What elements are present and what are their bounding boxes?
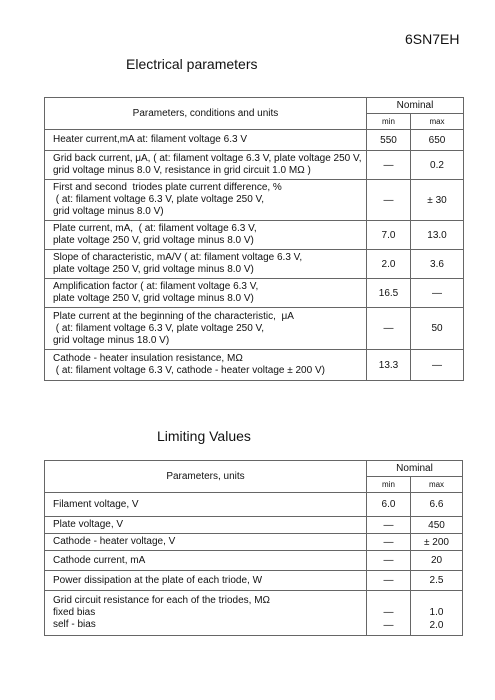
max-value: — [432, 287, 442, 299]
max-value: — [432, 359, 442, 371]
max-header: max [411, 477, 463, 493]
min-value: 7.0 [381, 229, 396, 241]
parameter-text: Amplification factor ( at: filament voltage 6.3 V, [53, 281, 259, 292]
params-header: Parameters, units [45, 461, 367, 493]
max-value-cell [411, 308, 464, 350]
parameter-cell [45, 517, 367, 534]
parameter-text: grid voltage minus 18.0 V) [53, 334, 170, 346]
min-value: 6.0 [381, 499, 396, 510]
min-value-cell [367, 551, 411, 571]
electrical-parameters-table [44, 97, 464, 381]
table-row [45, 221, 464, 250]
max-value-cell [411, 130, 464, 151]
max-value-cell [411, 591, 463, 636]
min-value-cell [367, 350, 411, 381]
params-header: Parameters, conditions and units [45, 98, 367, 130]
parameter-cell [45, 180, 367, 221]
parameter-text: Plate voltage, V [53, 519, 124, 530]
min-value-cell [367, 493, 411, 517]
max-value: 50 [431, 323, 443, 334]
table-row [45, 250, 464, 279]
min-value: 16.5 [378, 287, 399, 299]
parameter-cell [45, 591, 367, 636]
parameter-cell [45, 151, 367, 180]
table-row [45, 151, 464, 180]
parameter-text: plate voltage 250 V, grid voltage minus 8.0 V) [53, 264, 254, 275]
table-row [45, 493, 463, 517]
table-row [45, 571, 463, 591]
table-row [45, 517, 463, 534]
parameter-text: grid voltage minus 8.0 V) [53, 206, 164, 217]
parameter-cell [45, 571, 367, 591]
table-row [45, 551, 463, 571]
parameter-cell [45, 279, 367, 308]
nominal-header: Nominal [367, 461, 463, 477]
min-header: min [367, 114, 411, 130]
parameter-text: plate voltage 250 V, grid voltage minus 8.0 V) [53, 293, 254, 304]
min-value: 2.0 [381, 258, 396, 270]
parameter-cell [45, 493, 367, 517]
max-value: 450 [428, 519, 445, 531]
parameter-text: fixed bias [53, 607, 96, 618]
parameter-text: ( at: filament voltage 6.3 V, plate voltage 250 V, [53, 194, 265, 205]
min-value-cell [367, 591, 411, 636]
limiting-values-title: Limiting Values [157, 428, 251, 444]
max-value: ± 30 [427, 194, 447, 206]
min-value: — [383, 519, 394, 531]
parameter-text: Filament voltage, V [53, 498, 139, 510]
parameter-text: Heater current,mA at: filament voltage 6.3 V [53, 134, 247, 145]
max-value: 0.2 [430, 159, 444, 171]
min-value: — [383, 555, 394, 566]
max-value-cell [411, 180, 464, 221]
parameter-text: Cathode - heater voltage, V [53, 536, 176, 547]
max-value-cell [411, 534, 463, 551]
max-value-cell [411, 350, 464, 381]
table-row [45, 130, 464, 151]
min-header: min [367, 477, 411, 493]
min-value: 550 [380, 134, 397, 146]
table-row [45, 534, 463, 551]
parameter-text: plate voltage 250 V, grid voltage minus 8.0 V) [53, 235, 254, 246]
max-value-cell [411, 221, 464, 250]
parameter-text: Plate current, mA, ( at: filament voltage 6.3 V, [53, 223, 257, 234]
max-value: 650 [428, 134, 446, 146]
table-row [45, 180, 464, 221]
max-value-cell [411, 517, 463, 534]
table-row [45, 350, 464, 381]
min-value-cell [367, 180, 411, 221]
min-value: — [383, 607, 394, 618]
parameter-cell [45, 130, 367, 151]
max-value-cell [411, 279, 464, 308]
parameter-cell [45, 250, 367, 279]
max-value: ± 200 [424, 536, 449, 548]
document-id: 6SN7EH [405, 31, 460, 47]
min-value: 13.3 [378, 359, 399, 371]
max-value: 1.0 [429, 607, 444, 618]
max-value: 13.0 [427, 229, 447, 241]
min-value-cell [367, 308, 411, 350]
parameter-text: Slope of characteristic, mA/V ( at: filament voltage 6.3 V, [53, 252, 303, 263]
min-value: — [383, 323, 394, 334]
max-value-cell [411, 250, 464, 279]
min-value: — [383, 575, 394, 586]
min-value: — [383, 620, 394, 631]
parameter-text: Cathode - heater insulation resistance, MΩ [53, 353, 243, 364]
limiting-values-table [44, 460, 463, 636]
min-value-cell [367, 517, 411, 534]
max-value-cell [411, 551, 463, 571]
parameter-cell [45, 221, 367, 250]
table-row [45, 308, 464, 350]
min-value-cell [367, 130, 411, 151]
max-header: max [411, 114, 464, 130]
max-value: 20 [430, 555, 443, 566]
max-value: 2.0 [429, 620, 444, 631]
min-value: — [383, 536, 394, 548]
electrical-parameters-title: Electrical parameters [126, 56, 258, 72]
parameter-text: grid voltage minus 8.0 V, resistance in grid circuit 1.0 MΩ ) [53, 165, 311, 176]
max-value: 2.5 [429, 575, 444, 586]
min-value-cell [367, 151, 411, 180]
min-value: — [383, 159, 394, 171]
min-value-cell [367, 250, 411, 279]
parameter-text: ( at: filament voltage 6.3 V, cathode - heater voltage ± 200 V) [53, 365, 325, 376]
parameter-text: First and second triodes plate current difference, % [53, 182, 282, 193]
min-value-cell [367, 279, 411, 308]
min-value-cell [367, 221, 411, 250]
min-value-cell [367, 571, 411, 591]
parameter-cell [45, 534, 367, 551]
parameter-text: self - bias [53, 619, 96, 630]
parameter-cell [45, 308, 367, 350]
table-row [45, 591, 463, 636]
table-row [45, 279, 464, 308]
max-value-cell [411, 151, 464, 180]
parameter-text: Plate current at the beginning of the characteristic, μA [53, 310, 294, 322]
max-value: 6.6 [429, 499, 444, 510]
nominal-header: Nominal [367, 98, 464, 114]
max-value-cell [411, 493, 463, 517]
parameter-text: Grid circuit resistance for each of the triodes, MΩ [53, 595, 271, 606]
parameter-text: Power dissipation at the plate of each triode, W [53, 574, 263, 586]
parameter-text: Grid back current, μA, ( at: filament voltage 6.3 V, plate voltage 250 V, [53, 153, 362, 164]
parameter-text: ( at: filament voltage 6.3 V, plate voltage 250 V, [53, 322, 265, 334]
max-value-cell [411, 571, 463, 591]
parameter-cell [45, 350, 367, 381]
max-value: 3.6 [430, 258, 444, 270]
parameter-cell [45, 551, 367, 571]
min-value-cell [367, 534, 411, 551]
min-value: — [383, 194, 394, 206]
parameter-text: Cathode current, mA [53, 554, 146, 566]
